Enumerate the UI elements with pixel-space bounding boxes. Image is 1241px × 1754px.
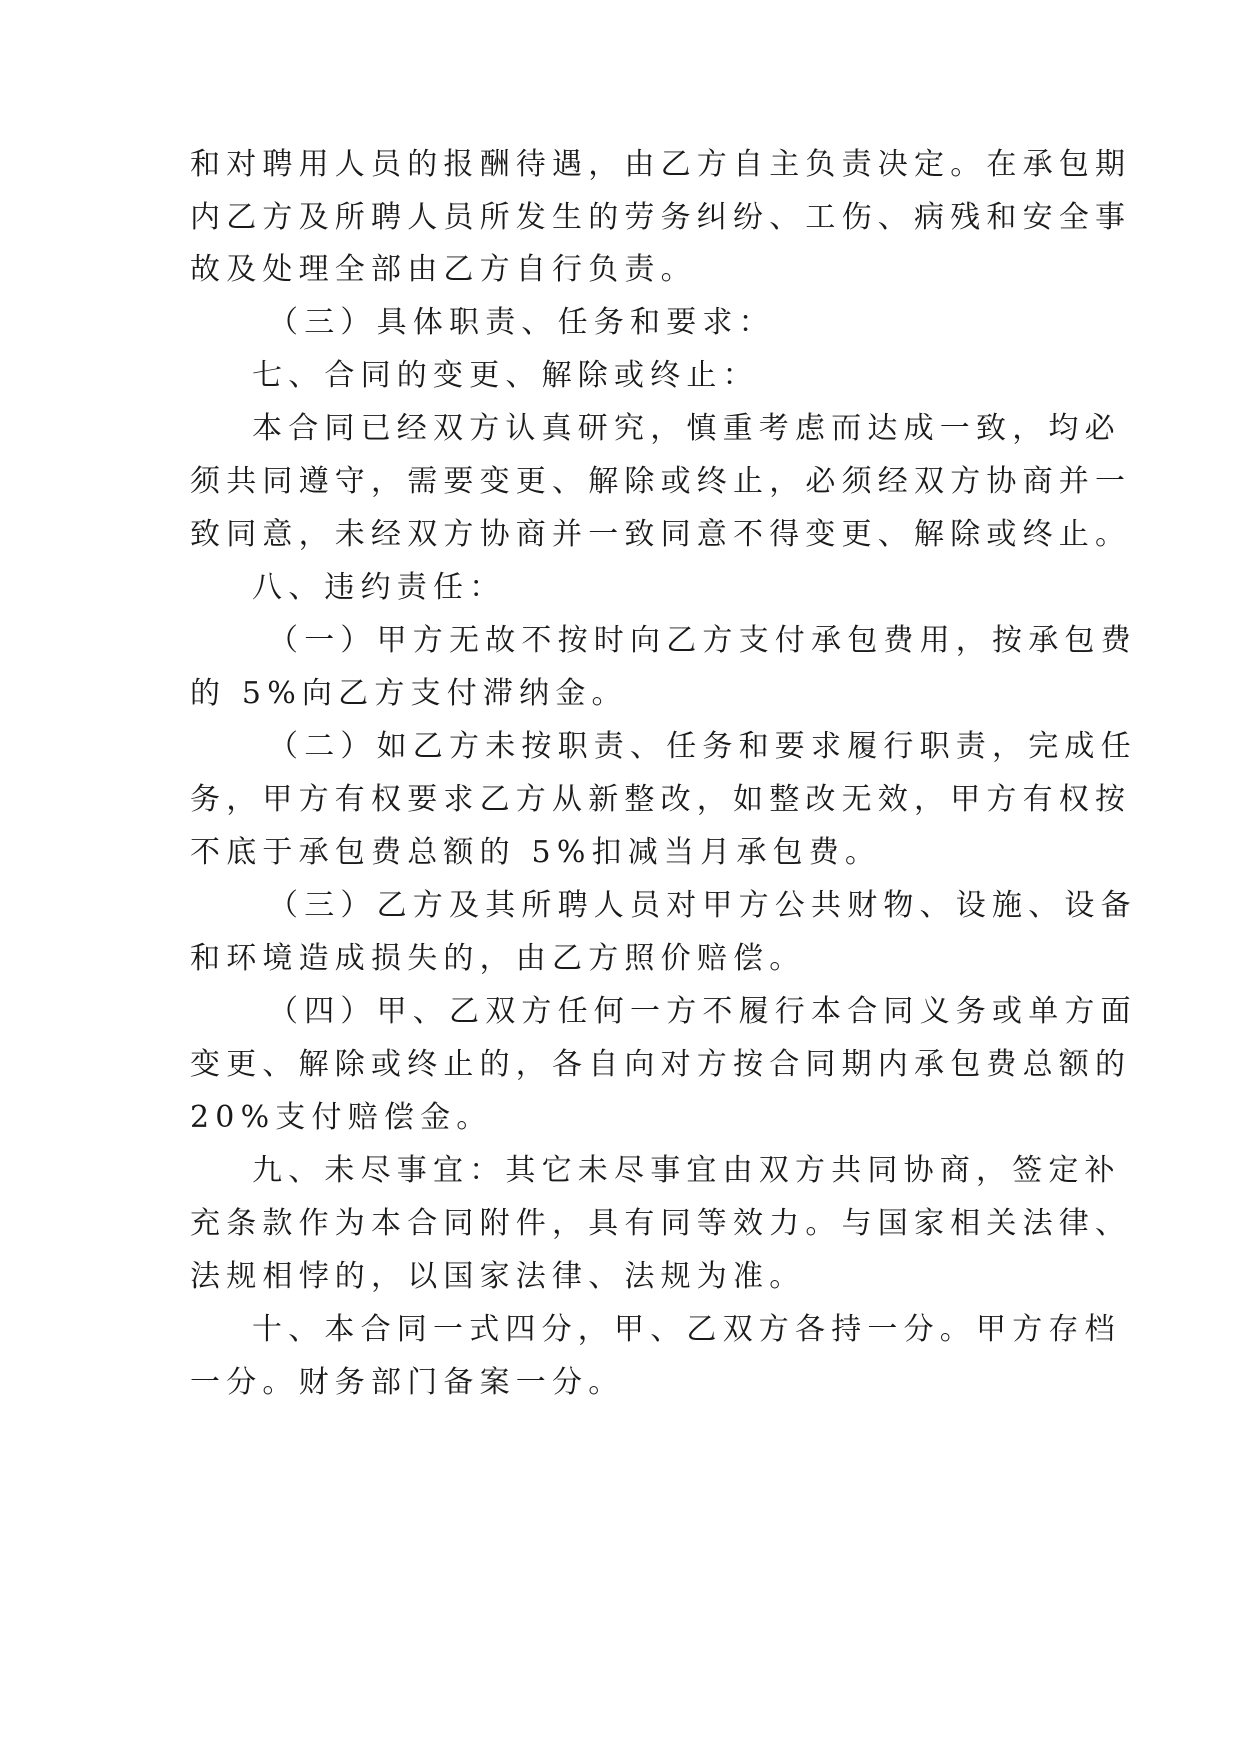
text-line: （一）甲方无故不按时向乙方支付承包费用，按承包费	[268, 623, 1137, 658]
text-line: 致同意，未经双方协商并一致同意不得变更、解除或终止。	[190, 517, 1132, 552]
text-line: 不底于承包费总额的 5%扣减当月承包费。	[190, 835, 882, 870]
section-heading: 七、合同的变更、解除或终止：	[252, 358, 759, 393]
section-heading: 十、本合同一式四分，甲、乙双方各持一分。甲方存档	[252, 1312, 1121, 1347]
section-heading: 九、未尽事宜：其它未尽事宜由双方共同协商，签定补	[252, 1153, 1121, 1188]
text-line: 本合同已经双方认真研究，慎重考虑而达成一致，均必	[252, 411, 1121, 446]
section-heading: 八、违约责任：	[252, 570, 506, 605]
text-line: （三）乙方及其所聘人员对甲方公共财物、设施、设备	[268, 888, 1137, 923]
text-line: 和环境造成损失的，由乙方照价赔偿。	[190, 941, 806, 976]
text-line: 法规相悖的，以国家法律、法规为准。	[190, 1259, 806, 1294]
text-line: 变更、解除或终止的，各自向对方按合同期内承包费总额的	[190, 1047, 1132, 1082]
text-line: 须共同遵守，需要变更、解除或终止，必须经双方协商并一	[190, 464, 1132, 499]
text-line: 内乙方及所聘人员所发生的劳务纠纷、工伤、病残和安全事	[190, 200, 1132, 235]
text-line: 的 5%向乙方支付滞纳金。	[190, 676, 628, 711]
text-line: 充条款作为本合同附件，具有同等效力。与国家相关法律、	[190, 1206, 1132, 1241]
text-line: 和对聘用人员的报酬待遇，由乙方自主负责决定。在承包期	[190, 147, 1132, 182]
text-line: 一分。财务部门备案一分。	[190, 1365, 625, 1400]
text-line: 故及处理全部由乙方自行负责。	[190, 252, 697, 287]
text-line: 20%支付赔偿金。	[190, 1100, 493, 1135]
text-line: 务，甲方有权要求乙方从新整改，如整改无效，甲方有权按	[190, 782, 1132, 817]
text-line: （二）如乙方未按职责、任务和要求履行职责，完成任	[268, 729, 1137, 764]
text-line: （三）具体职责、任务和要求：	[268, 305, 775, 340]
text-line: （四）甲、乙双方任何一方不履行本合同义务或单方面	[268, 994, 1137, 1029]
